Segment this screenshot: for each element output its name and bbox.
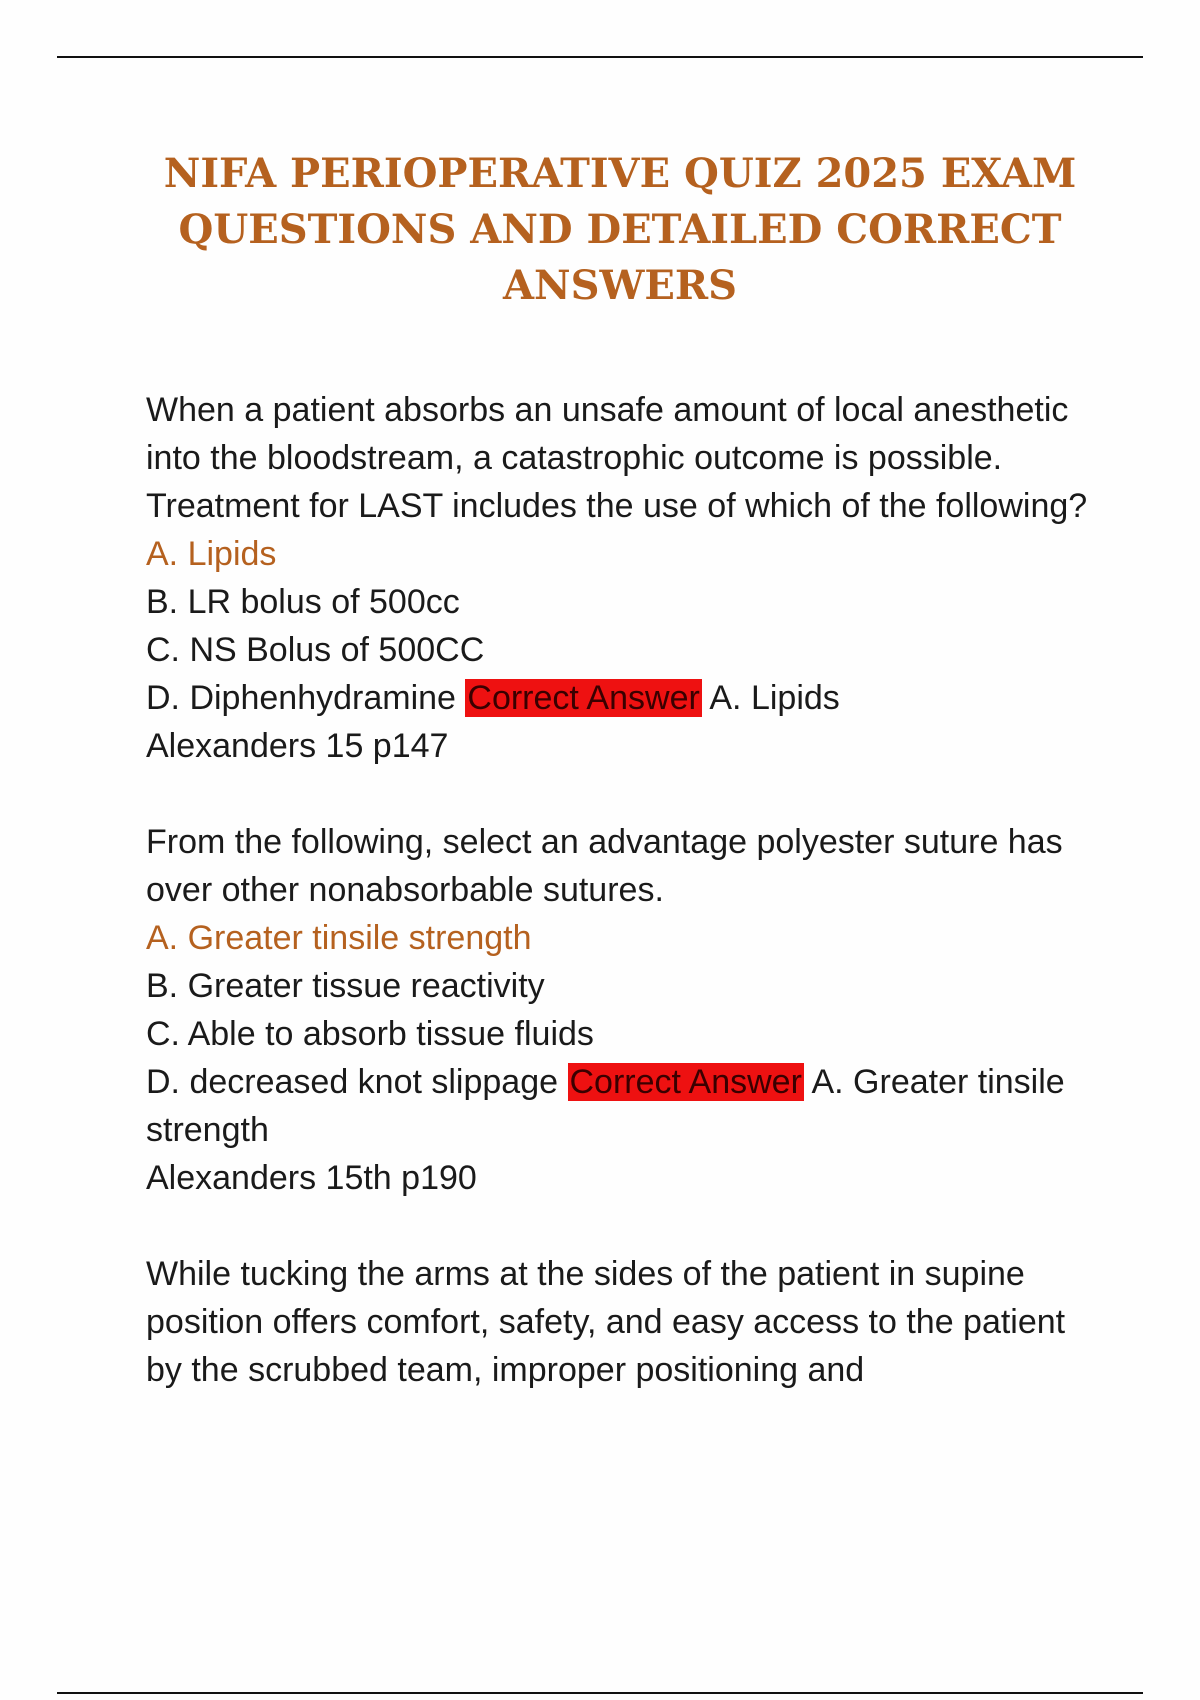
reference-citation: Alexanders 15th p190	[146, 1159, 477, 1197]
document-title: NIFA PERIOPERATIVE QUIZ 2025 EXAM QUESTIONS AND DETAILED CORRECT ANSWERS	[163, 150, 1077, 309]
option-a-highlighted: A. Lipids	[146, 535, 277, 573]
question-block-2	[146, 818, 1106, 1202]
reference-citation: Alexanders 15 p147	[146, 727, 449, 765]
bottom-divider	[57, 1692, 1143, 1694]
document-body	[146, 386, 1106, 1394]
option-d-line	[146, 1058, 1106, 1154]
correct-answer-badge: Correct Answer	[569, 1063, 802, 1101]
option-c: C. NS Bolus of 500CC	[146, 631, 485, 669]
answer-text: A. Greater tinsile strength	[146, 1063, 1065, 1149]
option-b: B. LR bolus of 500cc	[146, 583, 460, 621]
question-stem: From the following, select an advantage polyester suture has over other nonabsorbable sutures.	[146, 823, 1063, 909]
answer-text: A. Lipids	[709, 679, 840, 717]
question-block-1	[146, 386, 1106, 770]
question-block-3	[146, 1250, 1106, 1394]
option-d: D. Diphenhydramine	[146, 679, 456, 717]
question-stem: While tucking the arms at the sides of the patient in supine position offers comfort, safety, and easy access to the patient by the scrubbed team, improper positioning and	[146, 1255, 1066, 1389]
option-d: D. decreased knot slippage	[146, 1063, 559, 1101]
correct-answer-badge: Correct Answer	[467, 679, 700, 717]
question-stem: When a patient absorbs an unsafe amount of local anesthetic into the bloodstream, a catastrophic outcome is possible. Treatment for LAST includes the use of which of the following?	[146, 391, 1088, 525]
option-a-highlighted: A. Greater tinsile strength	[146, 919, 532, 957]
option-b: B. Greater tissue reactivity	[146, 967, 545, 1005]
top-divider	[57, 56, 1143, 58]
option-c: C. Able to absorb tissue fluids	[146, 1015, 594, 1053]
option-d-line	[146, 674, 1106, 722]
